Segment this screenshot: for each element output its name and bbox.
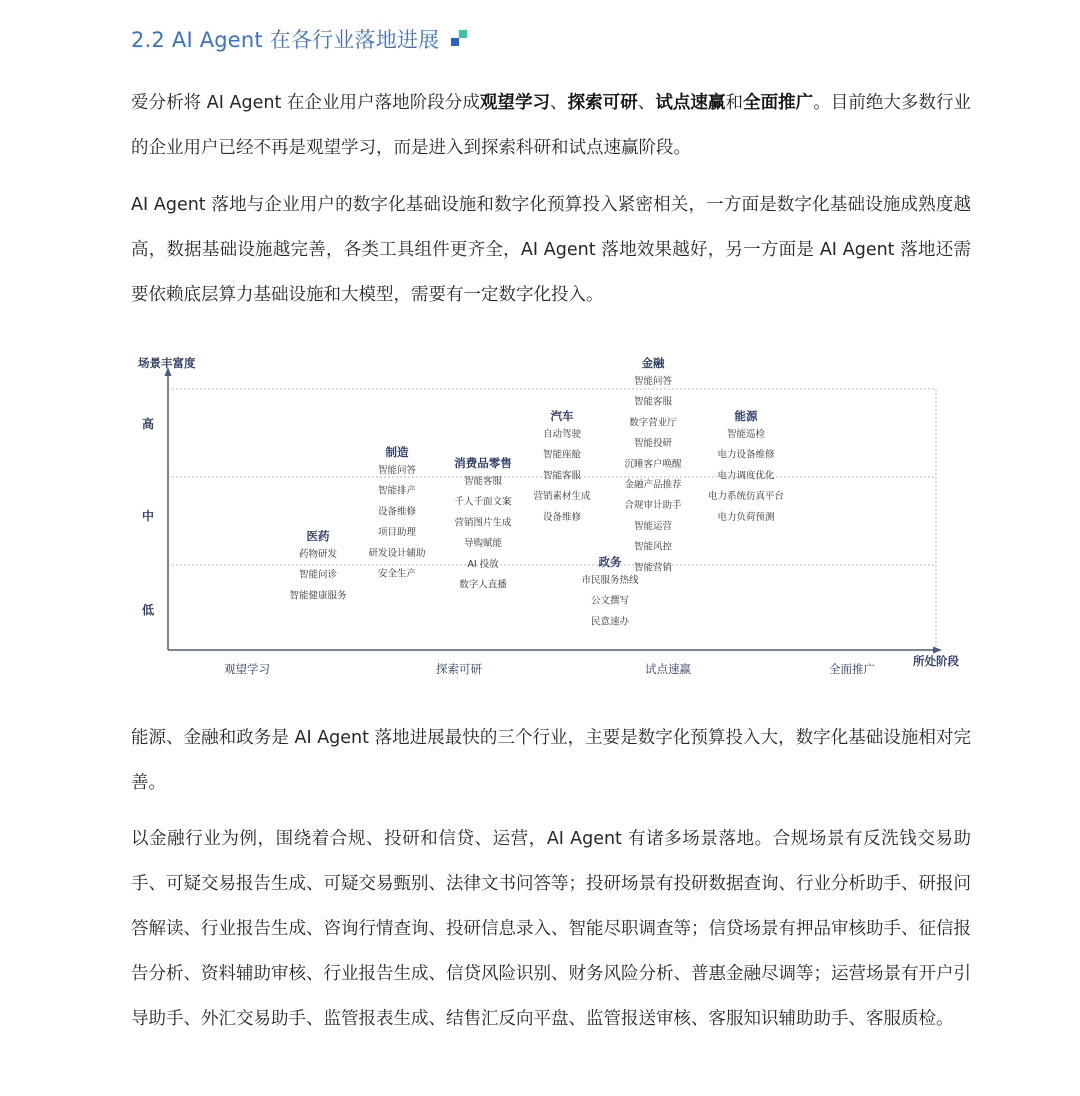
stage-term: 探索可研 [567, 93, 638, 113]
scenario-label: 市民服务热线 [581, 575, 639, 586]
industry-group [624, 356, 682, 573]
scenario-label: AI 投放 [467, 558, 499, 570]
scenario-label: 设备维修 [377, 506, 417, 518]
y-tick-low: 低 [142, 603, 155, 617]
scenario-label: 自动驾驶 [542, 429, 582, 440]
intro-text: 。目前绝大多数行业的企业用户已经不再是观望学习，而是进入到探索科研和试点速赢阶段。 [131, 93, 972, 158]
scenario-label: 智能客服 [542, 470, 582, 482]
scenario-label: 智能座舱 [542, 449, 582, 461]
scenario-label: 电力负荷预测 [717, 511, 775, 523]
stage-term: 试点速赢 [655, 93, 726, 113]
scenario-label: 营销图片生成 [454, 517, 512, 529]
scenario-label: 金融产品推荐 [624, 479, 682, 491]
industry-name: 能源 [734, 409, 758, 423]
scenario-label: 智能巡检 [726, 429, 766, 440]
scenario-label: 智能客服 [463, 476, 503, 487]
intro-paragraph [131, 81, 971, 171]
industry-group [581, 555, 639, 627]
scenario-label: 智能问答 [377, 465, 417, 476]
industry-group [289, 529, 347, 601]
industry-stage-chart [130, 348, 980, 683]
scenario-label: 智能营销 [633, 562, 673, 574]
scenario-label: 导购赋能 [463, 538, 503, 550]
separator: 和 [725, 93, 744, 113]
scenario-label: 电力系统仿真平台 [707, 491, 785, 503]
x-tick-stage2: 探索可研 [436, 662, 482, 676]
x-tick-stage1: 观望学习 [224, 662, 270, 676]
scenario-label: 数字营业厅 [629, 417, 677, 429]
scenario-label: 民意速办 [590, 616, 630, 628]
industry-name: 消费品零售 [454, 456, 512, 470]
scenario-label: 研发设计辅助 [368, 547, 426, 559]
y-tick-mid: 中 [142, 509, 155, 523]
scenario-label: 项目助理 [377, 527, 417, 539]
intro-text: 爱分析将 AI Agent 在企业用户落地阶段分成 [131, 93, 480, 113]
industry-group [368, 445, 426, 580]
scenario-label: 合规审计助手 [624, 500, 682, 512]
scenario-label: 智能运营 [633, 520, 673, 532]
separator: 、 [637, 93, 656, 113]
y-tick-high: 高 [142, 417, 155, 431]
section-heading-text: 2.2 AI Agent 在各行业落地进展 [131, 28, 440, 52]
separator: 、 [550, 93, 568, 113]
scenario-label: 智能投研 [633, 438, 673, 450]
industry-name: 医药 [306, 529, 330, 543]
industry-group [454, 456, 512, 591]
scenario-label: 营销素材生成 [533, 491, 591, 503]
scenario-label: 数字人直播 [459, 579, 507, 591]
two-square-logo-icon [451, 30, 469, 48]
scenario-label: 安全生产 [377, 568, 417, 580]
scenario-label: 公文撰写 [590, 595, 630, 607]
industry-group [533, 409, 591, 523]
infrastructure-paragraph: AI Agent 落地与企业用户的数字化基础设施和数字化预算投入紧密相关，一方面是数字化基础设施成熟度越高，数据基础设施越完善，各类工具组件更齐全，AI Agent 落地效果越好，另一方面是 AI Agent 落地还需要依赖底层算力基础设施和大模型，需要有一定数字化投入。 [131, 195, 971, 305]
scenario-label: 智能风控 [633, 541, 673, 553]
scenario-label: 千人千面文案 [454, 496, 512, 508]
scenario-label: 智能排产 [377, 485, 417, 497]
scenario-label: 智能客服 [633, 396, 673, 408]
scenario-label: 电力设备维修 [717, 449, 775, 461]
x-tick-stage4: 全面推广 [829, 662, 875, 676]
industry-name: 政务 [598, 555, 622, 569]
scenario-label: 沉睡客户唤醒 [624, 458, 682, 470]
fastest-industries-paragraph: 能源、金融和政务是 AI Agent 落地进展最快的三个行业，主要是数字化预算投入大，数字化基础设施相对完善。 [131, 728, 971, 793]
x-tick-stage3: 试点速赢 [645, 662, 691, 676]
x-axis-arrow-icon [933, 647, 942, 654]
x-axis-label: 所处阶段 [913, 654, 959, 668]
scenario-label: 智能问答 [633, 376, 673, 387]
scenario-label: 智能问诊 [298, 569, 338, 581]
section-heading [131, 22, 469, 56]
industry-name: 金融 [641, 356, 665, 370]
industry-group [708, 409, 785, 523]
scenario-label: 智能健康服务 [289, 590, 347, 602]
industry-name: 汽车 [550, 409, 574, 423]
y-axis-label: 场景丰富度 [138, 356, 196, 370]
industry-name: 制造 [385, 445, 409, 459]
finance-example-paragraph: 以金融行业为例，围绕着合规、投研和信贷、运营，AI Agent 有诸多场景落地。合规场景有反洗钱交易助手、可疑交易报告生成、可疑交易甄别、法律文书问答等；投研场景有投研数据查询、行业分析助手、研报问答解读、行业报告生成、咨询行情查询、投研信息录入、智能尽职调查等；信贷场景有押品审核助手、征信报告分析、资料辅助审核、行业报告生成、信贷风险识别、财务风险分析、普惠金融尽调等；运营场景有开户引导助手、外汇交易助手、监管报表生成、结售汇反向平盘、监管报送审核、客服知识辅助助手、客服质检。 [131, 829, 971, 1029]
stage-term: 观望学习 [479, 93, 551, 113]
scenario-label: 药物研发 [298, 549, 338, 560]
scenario-label: 设备维修 [542, 511, 582, 523]
scenario-label: 电力调度优化 [717, 470, 775, 482]
stage-term: 全面推广 [743, 93, 814, 113]
